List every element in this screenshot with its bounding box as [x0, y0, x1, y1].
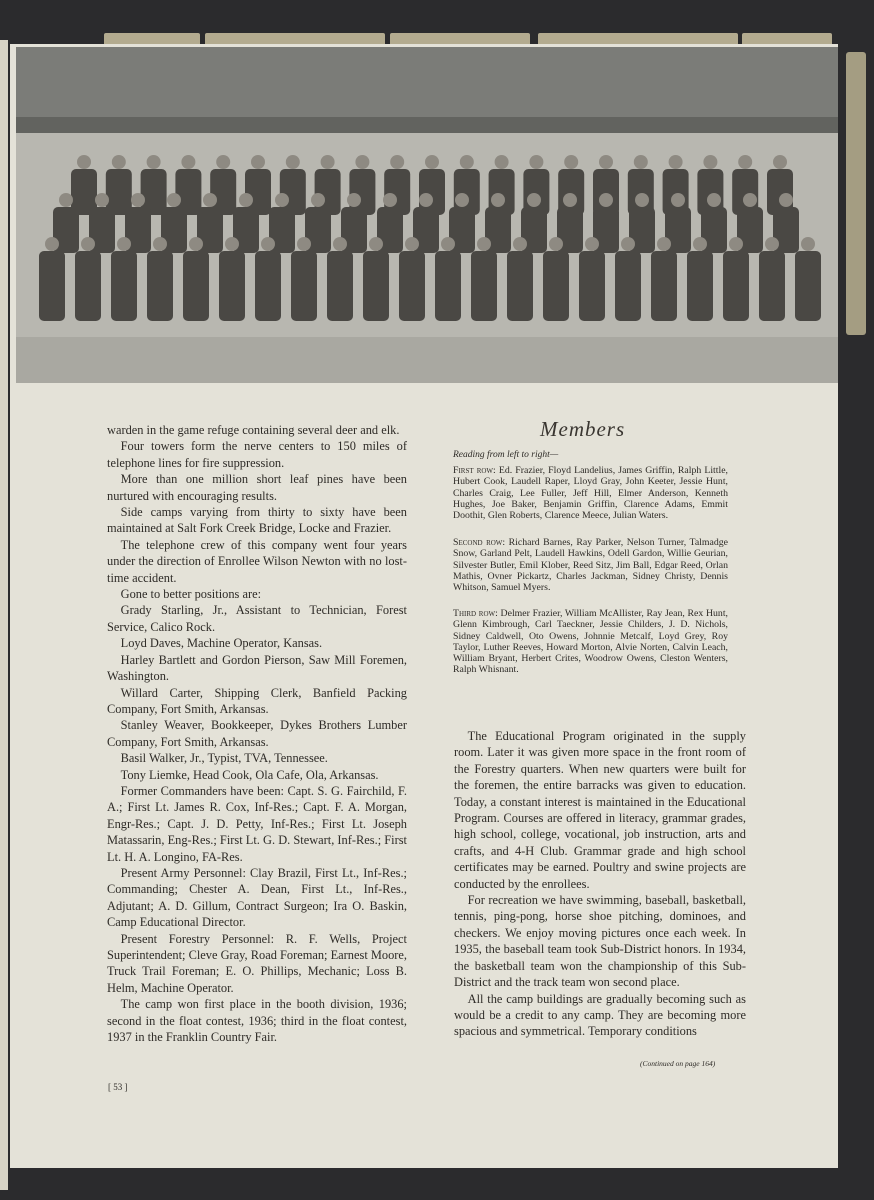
person-body [543, 251, 569, 321]
members-heading: Members [540, 417, 626, 441]
person-body [435, 251, 461, 321]
person-head [112, 155, 126, 169]
person-head [477, 237, 491, 251]
person-body [111, 251, 137, 321]
person-head [671, 193, 685, 207]
person-head [621, 237, 635, 251]
person-head [657, 237, 671, 251]
row-names: Richard Barnes, Ray Parker, Nelson Turner, Talmadge Snow, Garland Pelt, Laudell Hawkins, Odell Gardon, Willie Geurian, Silvester Butler, Emil Klober, Reed Sitz, Jim Ball, Edgar Reed, Orlan Mathis, Ovner Pickartz, Charles Jackman, Sidney Christy, Dennis Whitson, Samuel Myers. [453, 537, 728, 594]
person-head [564, 155, 578, 169]
person-head [765, 237, 779, 251]
person-body [363, 251, 389, 321]
person-head [455, 193, 469, 207]
paragraph: All the camp buildings are gradually becoming such as would be a credit to any camp. They are becoming more spacious and symmetrical. Temporary conditions [454, 991, 746, 1039]
person-head [513, 237, 527, 251]
person-head [529, 155, 543, 169]
person-head [203, 193, 217, 207]
person-head [225, 237, 239, 251]
person-head [585, 237, 599, 251]
person-head [153, 237, 167, 251]
left-column [107, 422, 407, 1045]
paragraph: Stanley Weaver, Bookkeeper, Dykes Brothers Lumber Company, Fort Smith, Arkansas. [107, 718, 407, 749]
person-body [327, 251, 353, 321]
row-label: Second row: [453, 537, 506, 548]
person-head [743, 193, 757, 207]
paragraph: The camp won first place in the booth division, 1936; second in the float contest, 1936; third in the float contest, 1937 in the Franklin Country Fair. [107, 997, 407, 1045]
row-names: Ed. Frazier, Floyd Landelius, James Griffin, Ralph Little, Hubert Cook, Laudell Raper, Lloyd Gray, John Keeter, Jessie Hunt, Charles Craig, Lee Fuller, Jeff Hill, Elmer Anderson, Kenneth Hughes, Joe Baker, Benjamin Griffin, Clarence Adams, Emmit Doothit, Glen Roberts, Clarence Meece, Julian Waters. [453, 465, 729, 522]
paragraph: Present Army Personnel: Clay Brazil, First Lt., Inf-Res.; Commanding; Chester A. Dean, First Lt., Inf-Res., Adjutant; A. D. Gillum, Contract Surgeon; Ira O. Baskin, Camp Educational Director. [107, 865, 407, 930]
person-head [181, 155, 195, 169]
person-head [495, 155, 509, 169]
person-head [669, 155, 683, 169]
person-head [599, 193, 613, 207]
person-head [635, 193, 649, 207]
person-head [425, 155, 439, 169]
paragraph: The Educational Program originated in the supply room. Later it was given more space in the front room of the Forestry quarters. When new quarters were built for the foremen, the entire barracks was given to education. Today, a constant interest is maintained in the Educational Program. Courses are offered in literacy, grammar grades, high school, college, vocational, job instruction, arts and crafts, and 4-H Club. Grammar grade and high school certificates may be earned. Poultry and swine projects are conducted by the enrollees. [454, 729, 746, 891]
paragraph: Tony Liemke, Head Cook, Ola Cafe, Ola, Arkansas. [120, 767, 379, 782]
person-body [399, 251, 425, 321]
person-body [615, 251, 641, 321]
row-label: First row: [453, 465, 496, 476]
group-photo-drawing [16, 47, 838, 383]
person-head [491, 193, 505, 207]
person-head [251, 155, 265, 169]
person-body [147, 251, 173, 321]
group-photo [16, 47, 838, 383]
person-head [383, 193, 397, 207]
person-body [39, 251, 65, 321]
person-head [369, 237, 383, 251]
person-head [527, 193, 541, 207]
person-head [311, 193, 325, 207]
person-head [131, 193, 145, 207]
row-label: Third row: [453, 608, 498, 619]
person-body [471, 251, 497, 321]
person-head [801, 237, 815, 251]
tree-shadow [16, 117, 838, 135]
person-head [117, 237, 131, 251]
person-head [45, 237, 59, 251]
person-head [419, 193, 433, 207]
person-body [183, 251, 209, 321]
person-head [738, 155, 752, 169]
person-head [707, 193, 721, 207]
person-head [216, 155, 230, 169]
person-body [219, 251, 245, 321]
person-head [333, 237, 347, 251]
paragraph: Present Forestry Personnel: R. F. Wells, Project Superintendent; Cleve Gray, Road Foreman; Earnest Moore, Truck Trail Foreman; E. O. Phillips, Mechanic; Loss B. Helm, Machine Operator. [107, 931, 407, 995]
person-body [687, 251, 713, 321]
person-head [147, 155, 161, 169]
paragraph: Harley Bartlett and Gordon Pierson, Saw Mill Foremen, Washington. [107, 652, 407, 684]
paragraph: For recreation we have swimming, baseball, basketball, tennis, ping-pong, horse shoe pitching, dominoes, and checkers. We enjoy moving pictures once each week. In 1935, the baseball team took Sub-District honors. In 1934, the basketball team won the championship of this Sub-District and the track team won second place. [454, 893, 746, 990]
person-head [347, 193, 361, 207]
paragraph: Former Commanders have been: Capt. S. G. Fairchild, F. A.; First Lt. James R. Cox, Inf-Res.; Capt. F. A. Morgan, Engr-Res.; Capt. J. D. Petty, Inf-Res.; First Lt. Joseph Matassarin, Eng-Res.; First Lt. G. D. Stewart, Inf-Res.; First Lt. H. A. Longino, FA-Res. [107, 783, 407, 864]
person-head [703, 155, 717, 169]
person-head [95, 193, 109, 207]
continued-note: (Continued on page 164) [640, 1059, 716, 1068]
person-head [779, 193, 793, 207]
person-head [549, 237, 563, 251]
person-body [795, 251, 821, 321]
person-head [693, 237, 707, 251]
paragraph: Gone to better positions are: [120, 587, 262, 602]
person-body [651, 251, 677, 321]
person-body [579, 251, 605, 321]
person-head [297, 237, 311, 251]
paragraph: Four towers form the nerve centers to 150 miles of telephone lines for fire suppression. [107, 439, 407, 470]
foreground-grass [16, 337, 838, 383]
person-head [634, 155, 648, 169]
previous-page-edge [0, 40, 8, 1190]
paragraph: More than one million short leaf pines have been nurtured with encouraging results. [107, 472, 407, 503]
person-head [390, 155, 404, 169]
right-column [454, 728, 746, 1040]
person-head [599, 155, 613, 169]
person-head [773, 155, 787, 169]
paragraph: Side camps varying from thirty to sixty have been maintained at Salt Fork Creek Bridge, Locke and Frazier. [107, 505, 407, 536]
person-head [286, 155, 300, 169]
person-head [261, 237, 275, 251]
paragraph: Loyd Daves, Machine Operator, Kansas. [120, 636, 323, 651]
person-head [460, 155, 474, 169]
row-names: Delmer Frazier, William McAllister, Ray Jean, Rex Hunt, Glenn Kimbrough, Carl Taeckner, Jessie Childers, J. D. Nichols, Sidney Caldwell, Oto Owens, Johnnie Metcalf, Loyd Grey, Roy Taylor, Luther Reeves, Howard Morton, Alvie Norten, Calvin Leach, William Bryant, Herbert Crites, Woodrow Owens, Cleston Wenters, Ralph Whisnant. [453, 608, 728, 676]
person-head [441, 237, 455, 251]
person-head [239, 193, 253, 207]
binding-strip [846, 52, 866, 335]
members-second-row [453, 537, 728, 593]
person-head [321, 155, 335, 169]
page-number: [ 53 ] [108, 1082, 128, 1092]
person-head [405, 237, 419, 251]
paragraph: Basil Walker, Jr., Typist, TVA, Tennessee. [120, 751, 328, 766]
paragraph: Grady Starling, Jr., Assistant to Technician, Forest Service, Calico Rock. [107, 603, 407, 634]
person-head [275, 193, 289, 207]
person-head [355, 155, 369, 169]
person-body [723, 251, 749, 321]
members-first-row [453, 465, 728, 521]
person-head [167, 193, 181, 207]
person-body [291, 251, 317, 321]
paragraph: Willard Carter, Shipping Clerk, Banfield Packing Company, Fort Smith, Arkansas. [107, 685, 407, 716]
person-head [729, 237, 743, 251]
paragraph: The telephone crew of this company went four years under the direction of Enrollee Wilson Newton with no lost-time accident. [107, 537, 407, 585]
reading-order-note: Reading from left to right— [453, 450, 559, 460]
person-head [189, 237, 203, 251]
person-head [81, 237, 95, 251]
person-body [507, 251, 533, 321]
person-body [759, 251, 785, 321]
person-body [255, 251, 281, 321]
person-head [59, 193, 73, 207]
paragraph: warden in the game refuge containing several deer and elk. [107, 423, 400, 437]
person-body [75, 251, 101, 321]
person-head [563, 193, 577, 207]
person-head [77, 155, 91, 169]
members-third-row [453, 608, 728, 676]
